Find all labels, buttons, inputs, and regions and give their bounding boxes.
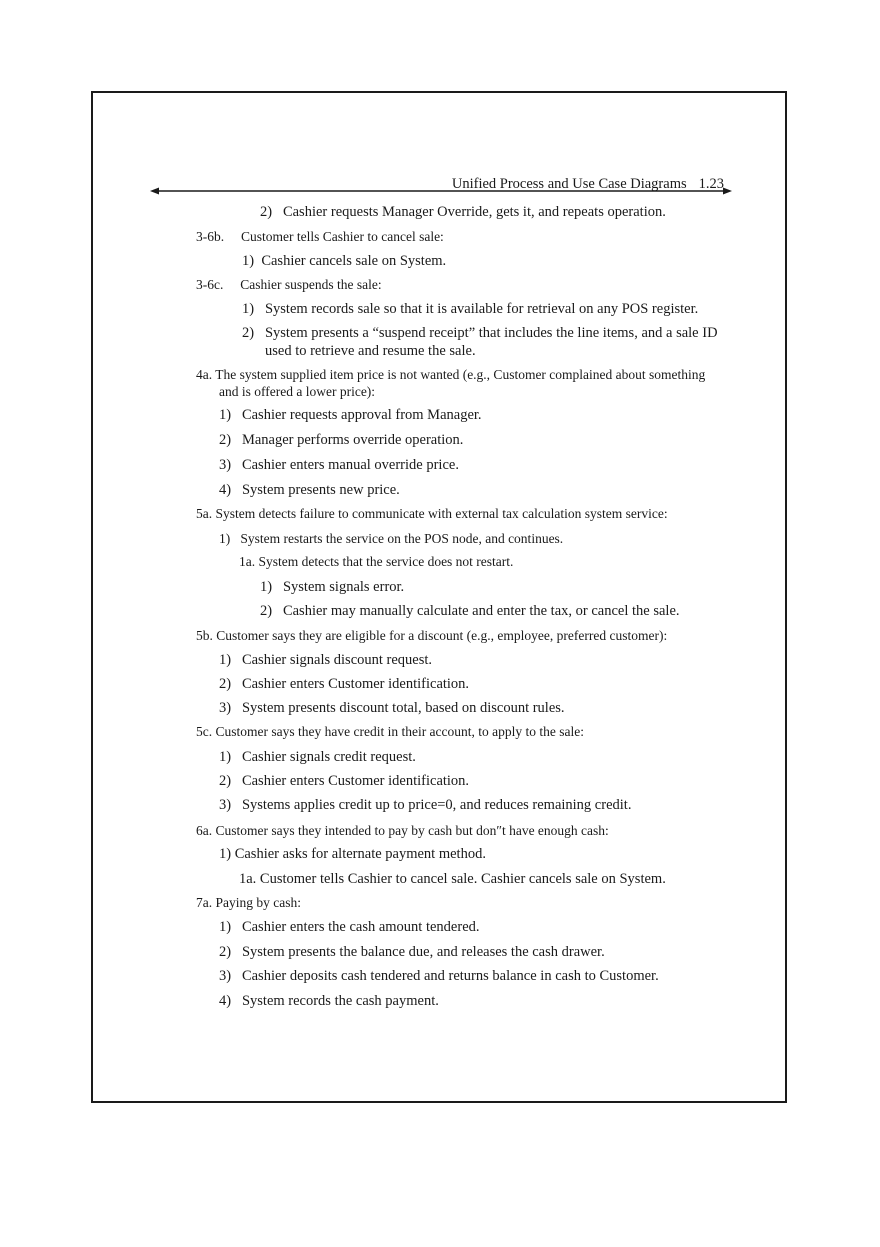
- text-line: 3) Cashier enters manual override price.: [219, 457, 459, 473]
- text-line: 5c. Customer says they have credit in their account, to apply to the sale:: [196, 724, 585, 739]
- text-line: 3-6c. Cashier suspends the sale:: [196, 277, 382, 292]
- text-line: 3) Systems applies credit up to price=0, and reduces remaining credit.: [219, 797, 632, 813]
- text-line: 1) Cashier cancels sale on System.: [242, 253, 447, 269]
- text-line: used to retrieve and resume the sale.: [265, 343, 476, 359]
- text-line: 3) Cashier deposits cash tendered and returns balance in cash to Customer.: [219, 968, 659, 984]
- text-line: 1) Cashier requests approval from Manager.: [219, 407, 482, 423]
- text-line: 2) Manager performs override operation.: [219, 432, 464, 448]
- text-line: 5b. Customer says they are eligible for a discount (e.g., employee, preferred customer):: [196, 628, 668, 643]
- text-line: 6a. Customer says they intended to pay by cash but don″t have enough cash:: [196, 823, 609, 838]
- header-title: Unified Process and Use Case Diagrams: [451, 176, 687, 192]
- text-line: 5a. System detects failure to communicate with external tax calculation system service:: [196, 506, 668, 521]
- running-header: [150, 176, 732, 196]
- text-line: 1) System records sale so that it is available for retrieval on any POS register.: [242, 301, 699, 317]
- text-line: 3) System presents discount total, based on discount rules.: [219, 700, 565, 716]
- text-line: 2) Cashier may manually calculate and enter the tax, or cancel the sale.: [260, 603, 680, 619]
- page-number: 1.23: [698, 176, 724, 192]
- text-line: and is offered a lower price):: [219, 384, 376, 399]
- text-line: 1) Cashier signals credit request.: [219, 749, 416, 765]
- text-line: 3-6b. Customer tells Cashier to cancel sale:: [196, 229, 444, 244]
- text-line: 2) Cashier enters Customer identification.: [219, 773, 470, 789]
- text-line: 4) System records the cash payment.: [219, 993, 439, 1009]
- text-line: 7a. Paying by cash:: [196, 895, 301, 910]
- text-line: 1) Cashier enters the cash amount tendered.: [219, 919, 480, 935]
- text-line: 1a. System detects that the service does not restart.: [239, 554, 514, 569]
- text-line: 1) System signals error.: [260, 579, 405, 595]
- text-line: 4) System presents new price.: [219, 482, 400, 498]
- text-line: 1) Cashier asks for alternate payment method.: [219, 846, 486, 862]
- text-line: 2) System presents a “suspend receipt” that includes the line items, and a sale ID: [242, 325, 718, 341]
- text-line: 1) Cashier signals discount request.: [219, 652, 433, 668]
- text-line: 4a. The system supplied item price is not wanted (e.g., Customer complained about something: [196, 367, 706, 382]
- text-line: 1) System restarts the service on the POS node, and continues.: [219, 531, 564, 546]
- text-line: 2) System presents the balance due, and releases the cash drawer.: [219, 944, 605, 960]
- text-line: 2) Cashier requests Manager Override, gets it, and repeats operation.: [260, 204, 666, 220]
- header-text: [452, 176, 724, 193]
- text-line: 2) Cashier enters Customer identification.: [219, 676, 470, 692]
- text-line: 1a. Customer tells Cashier to cancel sale. Cashier cancels sale on System.: [239, 871, 666, 887]
